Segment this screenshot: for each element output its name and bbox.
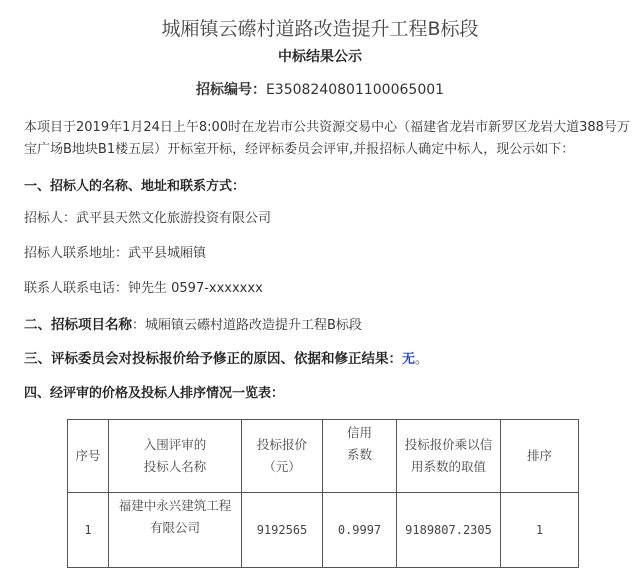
header-bidder: 入围评审的 投标人名称: [109, 420, 242, 493]
section-3-end: 。: [415, 352, 429, 367]
tender-code-label: 招标编号：: [195, 82, 266, 98]
tenderer-address: 招标人联系地址：武平县城厢镇: [24, 246, 207, 261]
table-row: [68, 493, 579, 568]
header-rank: 排序: [501, 420, 579, 493]
intro-line-2: 宝广场B地块B1楼五层）开标室开标，经评标委员会评审,并报招标人确定中标人，现公示如下：: [24, 142, 575, 157]
header-credit: 信用 系数: [323, 420, 397, 493]
tender-code: [0, 79, 640, 99]
intro-line-1: 本项目于2019年1月24日上午8:00时在龙岩市公共资源交易中心（福建省龙岩市新罗区龙岩大道388号万: [24, 120, 630, 135]
table-header-row: [68, 420, 579, 493]
bid-ranking-table: [67, 419, 579, 568]
section-2: [24, 313, 362, 333]
cell-rank: 1: [501, 493, 579, 568]
cell-credit: 0.9997: [323, 493, 397, 568]
header-no: 序号: [68, 420, 109, 493]
section-3-label: 三、评标委员会对投标报价给予修正的原因、依据和修正结果：: [24, 351, 402, 367]
tenderer-phone: 联系人联系电话：钟先生 0597-xxxxxxx: [24, 281, 263, 296]
tender-code-value: E3508240801100065001: [265, 82, 445, 98]
cell-bidder: 福建中永兴建筑工程 有限公司: [109, 493, 242, 568]
section-1-heading: 一、招标人的名称、地址和联系方式：: [24, 179, 246, 194]
section-4-heading: 四、经评审的价格及投标人排序情况一览表：: [24, 386, 285, 401]
tenderer-name: 招标人：武平县天然文化旅游投资有限公司: [24, 211, 272, 226]
section-2-label: 二、招标项目名称: [24, 317, 132, 333]
page-title: 城厢镇云礤村道路改造提升工程B标段: [161, 18, 479, 40]
cell-weighted: 9189807.2305: [397, 493, 501, 568]
section-3: [24, 347, 428, 367]
header-price: 投标报价 （元）: [242, 420, 323, 493]
cell-price: 9192565: [242, 493, 323, 568]
page-subtitle: 中标结果公示: [278, 49, 362, 65]
cell-no: 1: [68, 493, 109, 568]
section-3-value: 无: [402, 352, 416, 367]
section-2-value: ：城厢镇云礤村道路改造提升工程B标段: [132, 318, 362, 333]
header-weighted: 投标报价乘以信 用系数的取值: [397, 420, 501, 493]
